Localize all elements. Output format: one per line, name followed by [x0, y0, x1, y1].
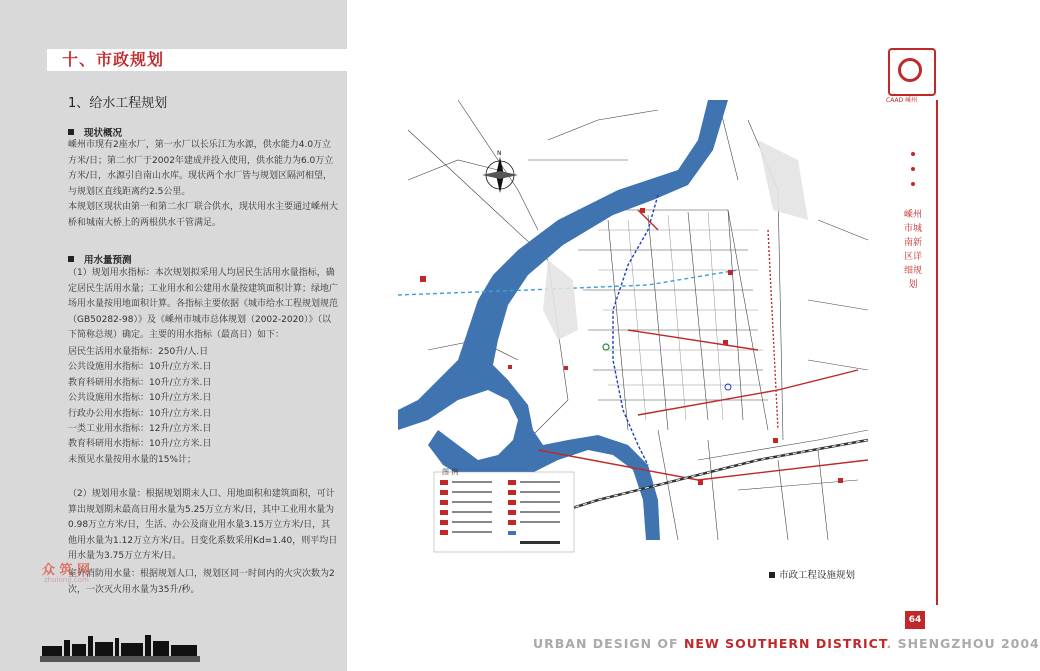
list-item: 公共设施用水指标：10升/立方米.日: [68, 393, 212, 404]
current-paragraph-2: 本规划区现状由第一和第二水厂联合供水，现状用水主要通过嵊州大桥和城南大桥上的两根供水干管满足。: [68, 202, 339, 228]
list-item: 未预见水量按用水量的15%计；: [68, 454, 197, 465]
list-item: 居民生活用水量指标：250升/人.日: [68, 347, 209, 357]
map-caption-label: 市政工程设施规划: [779, 570, 856, 581]
footer-suffix: . SHENGZHOU 2004: [886, 636, 1040, 651]
dot-icon: [911, 152, 915, 156]
dot-icon: [911, 182, 915, 186]
list-item: 公共设施用水指标：10升/立方米.日: [68, 362, 212, 373]
dot-icon: [911, 167, 915, 171]
current-heading-label: 现状概况: [84, 128, 123, 139]
infrastructure-map: [398, 100, 878, 560]
legend-title: 图 例: [442, 468, 459, 476]
footer-highlight: NEW SOUTHERN DISTRICT: [683, 636, 887, 651]
forecast-heading-label: 用水量预测: [84, 255, 132, 266]
logo-mark-icon: [898, 58, 922, 82]
forecast-heading: [68, 252, 132, 266]
forecast-intro: （1）规划用水指标：本次规划拟采用人均居民生活用水量指标，确定居民生活用水量；工业用水和公建用水量按建筑面积计算；绿地广场用水量按用地面积计算。各指标主要依据《城市给水工程规划规范（GB50282-98）》及《嵊州市城市总体规划（2002-2020）》（以下简称总规）确定。主要的用水指标（最高日）如下：: [68, 268, 339, 340]
svg-text:N: N: [497, 150, 502, 157]
map-caption: [769, 567, 855, 581]
list-item: 教育科研用水指标：10升/立方米.日: [68, 439, 212, 450]
square-bullet-icon: [68, 129, 74, 135]
skyline-graphic: [40, 632, 200, 662]
accent-divider: [936, 100, 938, 605]
current-paragraph-1: 嵊州市现有2座水厂，第一水厂以长乐江为水源，供水能力4.0万立方米/日；第二水厂于2002年建成并投入使用，供水能力为6.0万立方米/日，水源引自南山水库。现状两个水厂皆与规划区隔河相望，与规划区直线距离约2.5公里。: [68, 140, 334, 197]
page-number: 64: [905, 611, 925, 629]
list-item: 教育科研用水指标：10升/立方米.日: [68, 377, 212, 388]
square-bullet-icon: [769, 572, 775, 578]
footer-prefix: URBAN DESIGN OF: [533, 636, 684, 651]
square-bullet-icon: [68, 256, 74, 262]
logo-text: CAAD 嵊州: [886, 97, 918, 104]
watermark: 众 筑 网: [42, 563, 91, 578]
fire-paragraph: 室外消防用水量：根据规划人口，规划区同一时间内的火灾次数为2次，一次灭火用水量为35升/秒。: [68, 569, 335, 595]
vertical-title: 嵊州市城南新区详细规划: [903, 210, 922, 290]
demand-paragraph: （2）规划用水量：根据规划期末人口、用地面积和建筑面积，可计算出规划期末最高日用水量为5.25万立方米/日，其中工业用水量为0.98万立方米/日，生活、办公及商业用水量3.15万立方米/日，其他用水量为1.12万立方米/日。日变化系数采用Kd=1.40，则平均日用水量为3.75万立方米/日。: [68, 489, 338, 561]
list-item: 行政办公用水指标：10升/立方米.日: [68, 408, 212, 419]
page-title: 十、市政规划: [62, 50, 165, 69]
indicator-list: [68, 345, 338, 468]
watermark-sub: zhulong.com: [44, 576, 89, 584]
current-heading: [68, 125, 122, 139]
list-item: 一类工业用水指标：12升/立方米.日: [68, 424, 212, 435]
map-legend: [434, 472, 574, 552]
footer: [533, 636, 1040, 651]
section-subtitle: 1、给水工程规划: [68, 96, 168, 111]
